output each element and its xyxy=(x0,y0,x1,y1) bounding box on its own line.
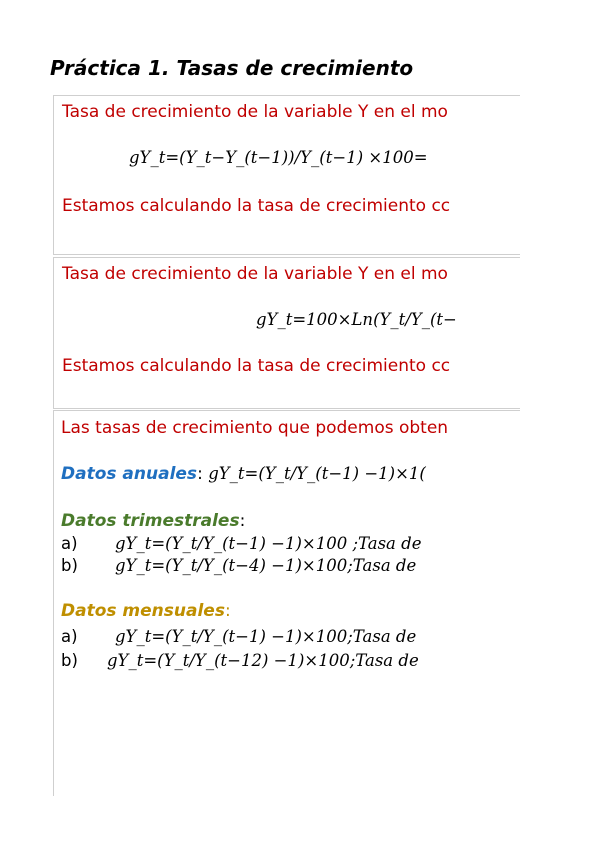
box1-line1: Tasa de crecimiento de la variable Y en el mo xyxy=(62,102,448,122)
text-box-data-frequencies xyxy=(53,410,520,796)
text-box-log-growth xyxy=(53,257,520,409)
box3-intro: Las tasas de crecimiento que podemos obten xyxy=(61,418,449,438)
box1-line2: Estamos calculando la tasa de crecimiento cc xyxy=(62,196,451,216)
box2-line1: Tasa de crecimiento de la variable Y en el mo xyxy=(62,264,448,284)
box1-formula: gY_t=(Y_t−Y_(t−1))/Y_(t−1) ×100= xyxy=(129,148,428,167)
page-title: Práctica 1. Tasas de crecimiento xyxy=(50,56,414,80)
anuales-colon: : xyxy=(197,464,203,484)
mensuales-item-a xyxy=(61,627,416,646)
mensuales-row xyxy=(61,601,231,621)
item-formula: gY_t=(Y_t/Y_(t−1) −1)×100 ;Tasa de xyxy=(115,534,422,553)
trimestrales-item-b xyxy=(61,556,416,575)
anuales-formula: gY_t=(Y_t/Y_(t−1) −1)×1( xyxy=(208,464,426,483)
trimestrales-label: Datos trimestrales xyxy=(61,511,240,531)
anuales-label: Datos anuales xyxy=(61,464,198,484)
trimestrales-colon: : xyxy=(239,511,246,531)
item-formula: gY_t=(Y_t/Y_(t−4) −1)×100;Tasa de xyxy=(115,556,417,575)
trimestrales-item-a xyxy=(61,534,421,553)
box2-line2: Estamos calculando la tasa de crecimiento cc xyxy=(62,356,451,376)
item-formula: gY_t=(Y_t/Y_(t−12) −1)×100;Tasa de xyxy=(107,651,419,670)
item-letter: a) xyxy=(61,627,78,646)
item-letter: b) xyxy=(61,651,78,670)
mensuales-label: Datos mensuales xyxy=(61,601,225,621)
mensuales-item-b xyxy=(61,651,419,670)
text-box-discrete-growth xyxy=(53,95,520,255)
mensuales-colon: : xyxy=(224,601,231,621)
anuales-row xyxy=(61,464,426,484)
item-formula: gY_t=(Y_t/Y_(t−1) −1)×100;Tasa de xyxy=(115,627,417,646)
item-letter: a) xyxy=(61,534,78,553)
box2-formula: gY_t=100×Ln(Y_t/Y_(t− xyxy=(256,310,457,329)
item-letter: b) xyxy=(61,556,78,575)
trimestrales-row xyxy=(61,511,245,531)
